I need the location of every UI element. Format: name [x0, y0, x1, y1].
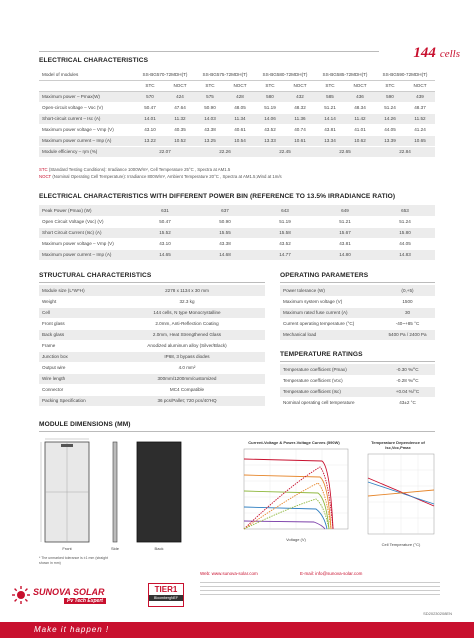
- tier1-sub: BloombergNEF: [149, 595, 183, 601]
- row-value: 10.54: [225, 135, 255, 146]
- row-label: Open Circuit Voltage (Voc) (V): [39, 216, 135, 227]
- bin-title: ELECTRICAL CHARACTERISTICS WITH DIFFERENT POWER BIN (REFERENCE TO 13.5% IRRADIANCE RATIO): [39, 193, 396, 200]
- front-label: Front: [62, 546, 72, 551]
- noct-label: NOCT: [165, 80, 195, 91]
- row-label: Maximum system voltage (V): [280, 296, 380, 307]
- row-value: 40.61: [225, 124, 255, 135]
- structural-row: [39, 340, 265, 351]
- row-value: 1500: [380, 296, 435, 307]
- row-label: Current operating temperature (°C): [280, 318, 380, 329]
- row-value: 32.3 kg: [109, 296, 265, 307]
- model-label: Model of modules: [39, 69, 135, 80]
- row-label: Junction box: [39, 351, 109, 362]
- noct-label: NOCT: [405, 80, 435, 91]
- back-label: Back: [154, 546, 164, 551]
- row-value: 30: [380, 307, 435, 318]
- stc-label: STC: [135, 80, 165, 91]
- back-view: [137, 442, 181, 542]
- side-label: Side: [110, 546, 120, 551]
- temp-chart: [358, 440, 438, 558]
- row-value: 14.06: [255, 113, 285, 124]
- row-value: 14.65: [135, 249, 195, 260]
- row-value: 44.05: [375, 238, 435, 249]
- row-value: IP68, 3 bypass diodes: [109, 351, 265, 362]
- row-value: 41.24: [405, 124, 435, 135]
- doc-code: SD20230208EN: [423, 611, 452, 616]
- row-value: 590: [375, 91, 405, 102]
- operating-row: [280, 296, 435, 307]
- row-value: MC4 Compatible: [109, 384, 265, 395]
- row-value: 11.36: [285, 113, 315, 124]
- row-value: 13.22: [135, 135, 165, 146]
- row-value: 585: [315, 91, 345, 102]
- tier1-badge: [148, 583, 184, 607]
- row-value: 10.65: [405, 135, 435, 146]
- electrical-row: [39, 113, 435, 124]
- noct-label: NOCT: [345, 80, 375, 91]
- row-value: 300mm/1200mm/customized: [109, 373, 265, 384]
- noct-label: NOCT: [225, 80, 255, 91]
- temperature-title: TEMPERATURE RATINGS: [280, 351, 363, 358]
- stc-label: STC: [195, 80, 225, 91]
- bin-row: [39, 205, 435, 216]
- row-value: 11.32: [165, 113, 195, 124]
- row-label: Maximum power current – Imp (A): [39, 249, 135, 260]
- noct-note-text: (Nominal Operating Cell Temperature): Irradiance 800W/m², Ambient Temperature 20°C , Spectra at AM1.5,Wind at 1m/s: [52, 173, 282, 179]
- row-label: Packing Specification: [39, 395, 109, 406]
- side-view: [113, 442, 117, 542]
- row-value: 48.37: [405, 102, 435, 113]
- row-value: 43.38: [195, 238, 255, 249]
- row-label: Temperature coefficient (Isc): [280, 386, 380, 397]
- row-value: 50.47: [135, 102, 165, 113]
- temp-xlabel: Cell Temperature (°C): [381, 542, 421, 547]
- row-value: -40~+85 °C: [380, 318, 435, 329]
- structural-row: [39, 395, 265, 406]
- row-label: Nominal operating cell temperature: [280, 397, 380, 408]
- temperature-row: [280, 364, 435, 375]
- model-name: SS-BG580-72MDH(T): [255, 69, 315, 80]
- row-value: 144 cells, N type Monocrystalline: [109, 307, 265, 318]
- row-label: Mechanical load: [280, 329, 380, 340]
- noct-note-tag: NOCT: [39, 173, 52, 179]
- model-name: SS-BG570-72MDH(T): [135, 69, 195, 80]
- row-value: 649: [315, 205, 375, 216]
- iv-chart: [230, 440, 358, 558]
- row-label: Maximum power voltage – Vmp (V): [39, 238, 135, 249]
- row-value: 44.05: [375, 124, 405, 135]
- row-value: 10.52: [165, 135, 195, 146]
- bin-table: [39, 205, 435, 261]
- dimensions-divider: [39, 431, 435, 432]
- dimensions-title: MODULE DIMENSIONS (MM): [39, 421, 131, 428]
- row-value: 13.39: [375, 135, 405, 146]
- row-value: 2.0mm, Anti-Reflection Coating: [109, 318, 265, 329]
- temperature-row: [280, 375, 435, 386]
- row-value: 48.05: [225, 102, 255, 113]
- row-value: 10.61: [285, 135, 315, 146]
- structural-divider: [39, 282, 265, 283]
- stc-label: STC: [375, 80, 405, 91]
- iv-xlabel: Voltage (V): [286, 537, 306, 542]
- row-value: 13.25: [195, 135, 225, 146]
- model-name: SS-BG585-72MDH(T): [315, 69, 375, 80]
- test-notes: [39, 167, 439, 180]
- tier1-label: TIER1: [154, 585, 178, 594]
- bin-row: [39, 249, 435, 260]
- row-value: 43.10: [135, 238, 195, 249]
- bin-row: [39, 227, 435, 238]
- iv-chart-plot: [230, 445, 358, 545]
- row-value: 36 pcs/Pallet; 720 pcs/40'HQ: [109, 395, 265, 406]
- row-value: 14.03: [195, 113, 225, 124]
- row-value: 14.77: [255, 249, 315, 260]
- row-value: -0.30 %/°C: [380, 364, 435, 375]
- model-header-row: [39, 69, 435, 80]
- row-label: Wire length: [39, 373, 109, 384]
- brand-logo: [12, 584, 152, 610]
- row-value: 428: [225, 91, 255, 102]
- dimension-note: * The unmarked tolerance is ±1 mm (straight shown in mm): [39, 556, 108, 565]
- operating-row: [280, 318, 435, 329]
- electrical-row: [39, 102, 435, 113]
- row-value: Anodized aluminum alloy (Silver/Black): [109, 340, 265, 351]
- row-value: 643: [255, 205, 315, 216]
- row-value: 41.01: [345, 124, 375, 135]
- temperature-table: [280, 364, 435, 409]
- row-value: 51.24: [375, 102, 405, 113]
- row-value: 43.81: [315, 124, 345, 135]
- row-value: 432: [285, 91, 315, 102]
- row-label: Weight: [39, 296, 109, 307]
- module-dimension-drawing: [39, 436, 189, 561]
- row-value: 15.67: [315, 227, 375, 238]
- operating-title: OPERATING PARAMETERS: [280, 272, 369, 279]
- structural-title: STRUCTURAL CHARACTERISTICS: [39, 272, 152, 279]
- row-value: 5400 Pa / 2400 Pa: [380, 329, 435, 340]
- row-label: Front glass: [39, 318, 109, 329]
- row-value: 570: [135, 91, 165, 102]
- electrical-row: [39, 135, 435, 146]
- row-value: 14.14: [315, 113, 345, 124]
- cells-badge: [413, 44, 460, 62]
- row-value: 47.64: [165, 102, 195, 113]
- header-divider: [39, 51, 379, 52]
- sunova-sun-icon: [12, 586, 30, 604]
- row-value: 43.52: [255, 238, 315, 249]
- model-name: SS-BG590-72MDH(T): [375, 69, 435, 80]
- row-label: Output wire: [39, 362, 109, 373]
- row-value: 11.34: [225, 113, 255, 124]
- structural-row: [39, 362, 265, 373]
- row-value: 653: [375, 205, 435, 216]
- brand-tagline: Pv Tech Expert: [64, 598, 106, 604]
- row-value: 13.34: [315, 135, 345, 146]
- row-value: 48.34: [345, 102, 375, 113]
- row-value: 50.90: [195, 102, 225, 113]
- structural-row: [39, 351, 265, 362]
- electrical-row: [39, 91, 435, 102]
- row-value: 51.19: [255, 216, 315, 227]
- efficiency-value: 22.45: [255, 146, 315, 157]
- row-label: Back glass: [39, 329, 109, 340]
- efficiency-label: Module efficiency – ηm (%): [39, 146, 135, 157]
- structural-row: [39, 296, 265, 307]
- row-value: 15.80: [375, 227, 435, 238]
- row-value: 10.62: [345, 135, 375, 146]
- electrical-table: [39, 69, 435, 158]
- row-value: 50.90: [195, 216, 255, 227]
- row-value: 580: [255, 91, 285, 102]
- fine-print: [200, 580, 440, 600]
- stc-label: STC: [315, 80, 345, 91]
- electrical-row: [39, 124, 435, 135]
- operating-row: [280, 307, 435, 318]
- bin-row: [39, 238, 435, 249]
- row-value: 14.68: [195, 249, 255, 260]
- row-label: Module size (L*W*H): [39, 285, 109, 296]
- row-label: Temperature coefficient (Pmax): [280, 364, 380, 375]
- structural-table: [39, 285, 265, 407]
- temperature-row: [280, 386, 435, 397]
- row-value: 13.33: [255, 135, 285, 146]
- structural-row: [39, 285, 265, 296]
- row-label: Cell: [39, 307, 109, 318]
- row-value: 51.24: [375, 216, 435, 227]
- row-value: 51.19: [255, 102, 285, 113]
- temperature-divider: [280, 361, 435, 362]
- row-value: 2.0mm, Heat Strengthened Glass: [109, 329, 265, 340]
- row-value: 436: [345, 91, 375, 102]
- efficiency-value: 22.07: [135, 146, 195, 157]
- row-label: Maximum power voltage – Vmp (V): [39, 124, 135, 135]
- row-value: 575: [195, 91, 225, 102]
- efficiency-value: 22.84: [375, 146, 435, 157]
- row-value: 4.0 mm²: [109, 362, 265, 373]
- cells-number: 144: [413, 45, 436, 61]
- row-value: 14.80: [315, 249, 375, 260]
- stc-note-text: (Standard Testing Conditions): Irradiance 1000W/m², Cell Temperature 25°C , Spectra at AM1.5: [48, 167, 231, 172]
- stc-noct-row: [39, 80, 435, 91]
- temp-chart-title: Temperature Dependence of Isc,Voc,Pmax: [371, 440, 425, 450]
- structural-row: [39, 318, 265, 329]
- row-label: Frame: [39, 340, 109, 351]
- row-value: 631: [135, 205, 195, 216]
- row-value: 43±2 °C: [380, 397, 435, 408]
- operating-row: [280, 285, 435, 296]
- brand-name: SUNOVA SOLAR: [33, 587, 105, 597]
- operating-row: [280, 329, 435, 340]
- operating-table: [280, 285, 435, 341]
- row-value: 51.21: [315, 102, 345, 113]
- row-label: Maximum rated fuse current (A): [280, 307, 380, 318]
- row-label: Peak Power (Pmax) (W): [39, 205, 135, 216]
- row-value: 15.58: [255, 227, 315, 238]
- row-value: 14.01: [135, 113, 165, 124]
- stc-label: STC: [255, 80, 285, 91]
- operating-divider: [280, 282, 435, 283]
- footer-slogan: Make it happen !: [34, 625, 110, 634]
- noct-note: [39, 174, 439, 181]
- row-label: Connector: [39, 384, 109, 395]
- row-value: 637: [195, 205, 255, 216]
- row-value: 43.38: [195, 124, 225, 135]
- noct-label: NOCT: [285, 80, 315, 91]
- row-value: 11.42: [345, 113, 375, 124]
- row-value: 11.52: [405, 113, 435, 124]
- row-value: (0,+5): [380, 285, 435, 296]
- stc-note-tag: STC: [39, 167, 48, 172]
- efficiency-value: 22.65: [315, 146, 375, 157]
- row-value: 2278 x 1134 x 30 mm: [109, 285, 265, 296]
- row-value: 15.52: [135, 227, 195, 238]
- row-value: 15.55: [195, 227, 255, 238]
- row-value: 50.47: [135, 216, 195, 227]
- efficiency-row: [39, 146, 435, 157]
- web-contact[interactable]: Web: www.sunova-solar.com: [200, 571, 258, 576]
- row-value: 48.32: [285, 102, 315, 113]
- row-label: Short-circuit current – Isc (A): [39, 113, 135, 124]
- structural-row: [39, 384, 265, 395]
- email-contact[interactable]: E-mail: info@sunova-solar.com: [300, 571, 363, 576]
- footer-bar: [0, 622, 474, 638]
- blank-cell: [39, 80, 135, 91]
- row-value: 43.52: [255, 124, 285, 135]
- temp-chart-plot: [358, 450, 438, 550]
- row-label: Power tolerance (W): [280, 285, 380, 296]
- row-label: Temperature coefficient (Voc): [280, 375, 380, 386]
- row-label: Short Circuit Current (Isc) (A): [39, 227, 135, 238]
- row-label: Open-circuit voltage – Voc (V): [39, 102, 135, 113]
- row-value: 40.35: [165, 124, 195, 135]
- row-label: Maximum power current – Imp (A): [39, 135, 135, 146]
- structural-row: [39, 373, 265, 384]
- row-value: 14.26: [375, 113, 405, 124]
- efficiency-value: 22.26: [195, 146, 255, 157]
- front-view: [41, 439, 89, 542]
- row-value: 14.83: [375, 249, 435, 260]
- row-value: -0.28 %/°C: [380, 375, 435, 386]
- temperature-row: [280, 397, 435, 408]
- structural-row: [39, 307, 265, 318]
- row-value: 51.21: [315, 216, 375, 227]
- iv-chart-title: Current-Voltage & Power-Voltage Curves (590W): [248, 440, 340, 445]
- row-label: Maximum power – Pmax(W): [39, 91, 135, 102]
- row-value: 43.10: [135, 124, 165, 135]
- cells-word: cells: [439, 48, 460, 60]
- row-value: 43.81: [315, 238, 375, 249]
- structural-row: [39, 329, 265, 340]
- model-name: SS-BG575-72MDH(T): [195, 69, 255, 80]
- row-value: +0.04 %/°C: [380, 386, 435, 397]
- electrical-title: ELECTRICAL CHARACTERISTICS: [39, 57, 149, 64]
- row-value: 439: [405, 91, 435, 102]
- bin-row: [39, 216, 435, 227]
- row-value: 424: [165, 91, 195, 102]
- row-value: 40.74: [285, 124, 315, 135]
